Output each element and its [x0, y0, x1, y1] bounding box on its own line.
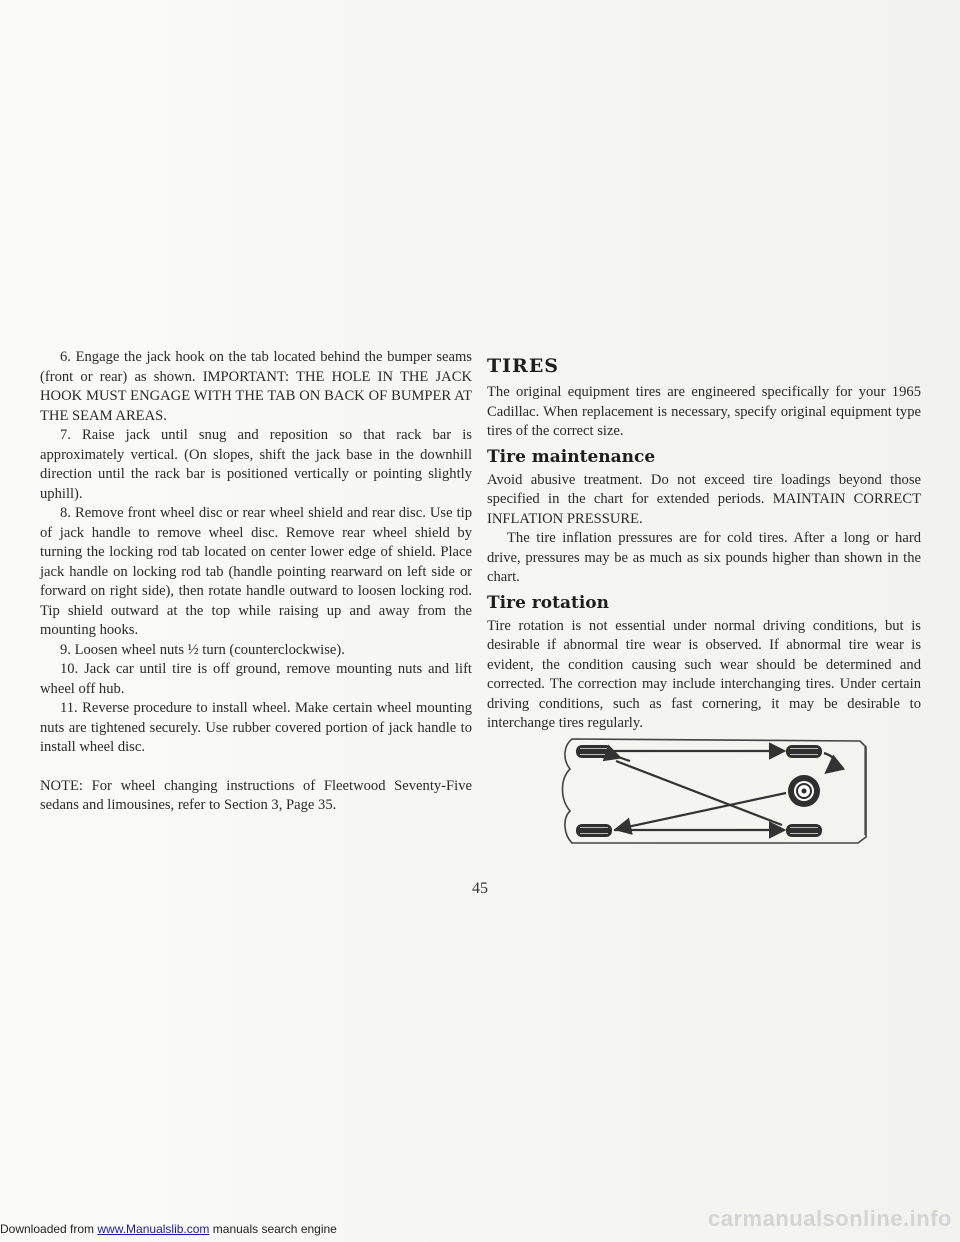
- tire-inflation-text: The tire inflation pressures are for cold tires. After a long or hard drive, pressures may be as much as six pounds higher than shown in the chart.: [487, 530, 921, 585]
- tire-maintenance-text: Avoid abusive treatment. Do not exceed tire loadings beyond those specified in the chart for extended periods. MAINTAIN CORRECT INFLATION PRESSURE.: [487, 471, 921, 527]
- site-watermark: carmanualsonline.info: [708, 1206, 952, 1231]
- tire-rotation-diagram: [560, 733, 880, 845]
- footer-suffix: manuals search engine: [209, 1222, 337, 1236]
- tire-rotation-text: Tire rotation is not essential under normal driving conditions, but is desirable if abnormal tire wear is observed. If abnormal tire wear is evident, the condition causing such wear should be determined and corrected. The correction may include interchanging tires. Under certain driving conditions, such as fast cornering, it may be desirable to interchange tires regularly.: [487, 617, 921, 731]
- arrow-front-right-to-spare: [824, 753, 834, 771]
- arrow-spare-to-front-left: [618, 793, 786, 829]
- step-9: 9. Loosen wheel nuts ½ turn (counterclockwise).: [60, 641, 345, 658]
- step-8: 8. Remove front wheel disc or rear wheel shield and rear disc. Use tip of jack handle to remove wheel disc. Remove rear wheel shield by turning the locking rod tab located on center lower edge of shield. Place jack handle on locking rod tab (handle pointing rearward on left side or forward on right side), then rotate handle outward to loosen locking rod. Tip shield outward at the top while raising up and away from the mounting hooks.: [40, 505, 472, 638]
- step-11: 11. Reverse procedure to install wheel. Make certain wheel mounting nuts are tightened securely. Use rubber covered portion of jack handle to install wheel disc.: [40, 700, 472, 755]
- tire-rotation-heading: Tire rotation: [487, 592, 609, 613]
- manualslib-link[interactable]: www.Manualslib.com: [97, 1222, 210, 1236]
- tire-front-left-icon: [576, 745, 612, 758]
- tire-front-right-icon: [786, 745, 822, 758]
- footer-prefix: Downloaded from: [0, 1222, 98, 1236]
- arrow-front-left-to-rear-right: [616, 761, 782, 825]
- wheel-change-note: NOTE: For wheel changing instructions of Fleetwood Seventy-Five sedans and limousines, refer to Section 3, Page 35.: [40, 777, 472, 813]
- page-number: 45: [472, 880, 488, 897]
- spare-tire-icon: [788, 775, 820, 807]
- download-footer: [0, 1222, 337, 1236]
- left-column: [40, 348, 472, 816]
- tire-rear-right-icon: [786, 824, 822, 837]
- step-10: 10. Jack car until tire is off ground, remove mounting nuts and lift wheel off hub.: [40, 661, 472, 697]
- arrow-rear-left-diagonal: [618, 757, 630, 761]
- tire-maintenance-heading: Tire maintenance: [487, 446, 656, 467]
- step-6: 6. Engage the jack hook on the tab located behind the bumper seams (front or rear) as shown. IMPORTANT: THE HOLE IN THE JACK HOOK MUST ENGAGE WITH THE TAB ON BACK OF BUMPER AT THE SEAM AREAS.: [40, 349, 472, 424]
- step-7: 7. Raise jack until snug and reposition so that rack bar is approximately vertical. (On slopes, shift the jack base in the downhill direction until the rack bar is positioned vertically or pointing slightly uphill).: [40, 427, 472, 502]
- tire-rear-left-icon: [576, 824, 612, 837]
- right-column: [487, 355, 921, 734]
- tires-title: TIRES: [487, 355, 560, 377]
- tires-intro: The original equipment tires are engineered specifically for your 1965 Cadillac. When replacement is necessary, specify original equipment type tires of the correct size.: [487, 384, 921, 439]
